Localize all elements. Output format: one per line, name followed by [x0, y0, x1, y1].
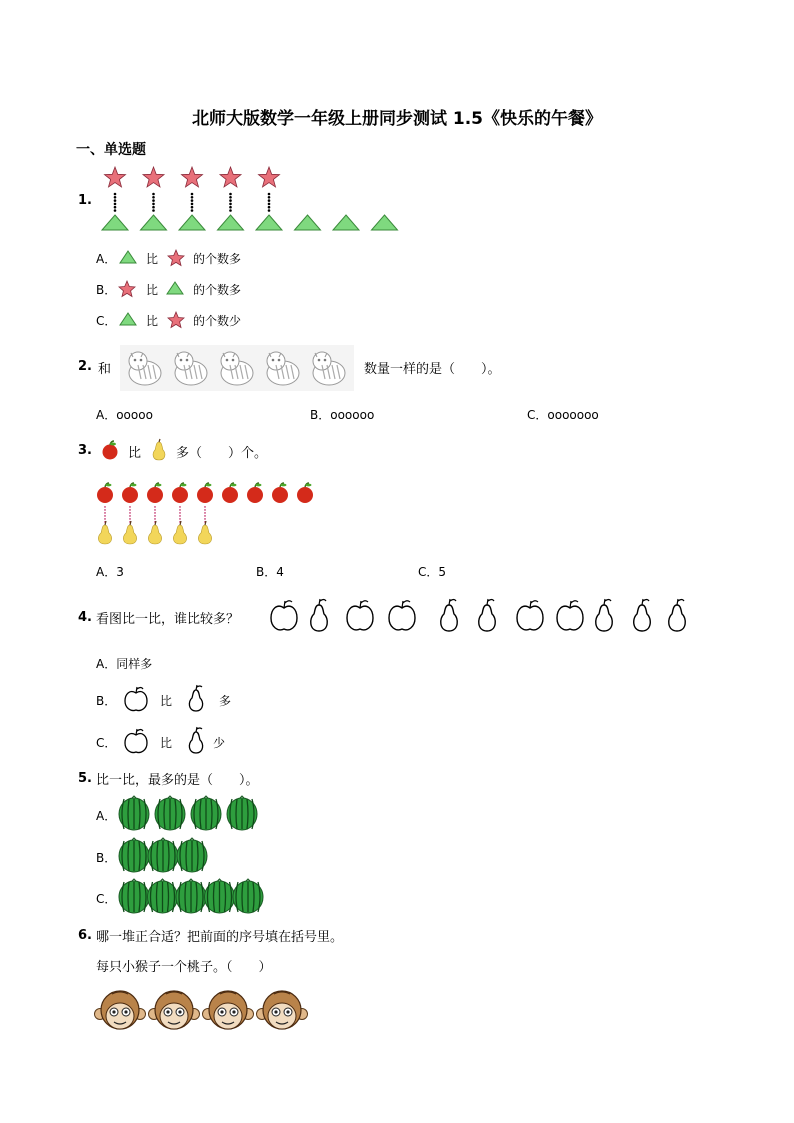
option-letter: A． — [96, 252, 117, 266]
star-icon — [143, 167, 164, 187]
q2-lead: 和 — [98, 362, 112, 377]
q5-question: 比一比，最多的是（ ）。 — [96, 773, 259, 788]
q4-figure — [266, 596, 696, 636]
star-icon — [259, 167, 280, 187]
q2-tail: 数量一样的是（ ）。 — [364, 362, 501, 377]
q2-number: 2. — [78, 359, 92, 374]
apple-outline-icon — [389, 601, 415, 630]
q6-question: 哪一堆正合适？把前面的序号填在括号里。 — [96, 930, 344, 945]
pear-icon — [198, 521, 211, 544]
pear-outline-icon — [669, 599, 686, 631]
q4-option-a[interactable]: A．同样多 — [96, 657, 153, 671]
q4-option-c[interactable] — [96, 734, 116, 751]
pear-icon — [123, 521, 136, 544]
star-icon — [118, 280, 136, 297]
option-tail: 的个数多 — [193, 283, 242, 297]
triangle-icon — [166, 280, 184, 296]
q2-option-c[interactable]: C．ooooooo — [527, 408, 599, 422]
q5-option-b[interactable]: B． — [96, 851, 117, 865]
dotted-link — [104, 506, 105, 523]
monkey-group — [94, 988, 314, 1034]
watermelon-icon — [176, 879, 206, 913]
watermelon-row-a — [118, 796, 268, 832]
q1-option-a[interactable] — [96, 250, 116, 267]
dotted-link — [191, 193, 194, 212]
tiger-group — [120, 345, 354, 391]
star-icon — [167, 311, 185, 328]
page-title: 北师大版数学一年级上册同步测试 1.5《快乐的午餐》 — [191, 109, 603, 129]
watermelon-icon — [233, 879, 263, 913]
pear-icon — [148, 521, 161, 544]
watermelon-icon — [205, 879, 235, 913]
monkey-icon — [148, 988, 200, 1032]
tiger-icon — [124, 347, 166, 389]
watermelon-icon — [155, 796, 185, 830]
triangle-icon — [141, 215, 167, 230]
q5-option-c[interactable]: C． — [96, 892, 117, 906]
tiger-icon — [262, 347, 304, 389]
pear-outline-icon — [479, 599, 496, 631]
dotted-link — [204, 506, 205, 523]
dotted-link — [154, 506, 155, 523]
pear-outline-icon — [441, 599, 458, 631]
apple-outline-icon — [122, 684, 150, 714]
monkey-icon — [202, 988, 254, 1032]
q3-number: 3. — [78, 443, 92, 458]
section-heading: 一、单选题 — [76, 142, 146, 158]
tiger-icon — [308, 347, 350, 389]
option-tail: 的个数多 — [193, 252, 242, 266]
q1-number: 1. — [78, 193, 92, 208]
triangle-icon — [295, 215, 321, 230]
q4-option-b[interactable] — [96, 692, 116, 709]
watermelon-icon — [119, 796, 149, 830]
option-tail: 多 — [219, 694, 232, 708]
apple-icon — [272, 483, 288, 503]
apple-icon — [247, 483, 263, 503]
star-icon — [105, 167, 126, 187]
q2-option-b[interactable]: B．oooooo — [310, 408, 375, 422]
option-word: 比 — [146, 283, 159, 297]
option-word: 比 — [160, 694, 173, 708]
monkey-icon — [256, 988, 308, 1032]
watermelon-icon — [177, 838, 207, 872]
pear-icon — [98, 521, 111, 544]
tiger-icon — [170, 347, 212, 389]
q5-option-a[interactable]: A． — [96, 809, 117, 823]
q1-option-c[interactable] — [96, 312, 116, 329]
star-icon — [220, 167, 241, 187]
triangle-icon — [179, 215, 205, 230]
triangle-icon — [119, 311, 137, 327]
q2-option-a[interactable]: A．ooooo — [96, 408, 153, 422]
tiger-icon — [216, 347, 258, 389]
option-letter: C． — [96, 314, 117, 328]
apple-icon — [147, 483, 163, 503]
watermelon-icon — [227, 796, 257, 830]
triangle-icon — [119, 249, 137, 265]
dotted-link — [114, 193, 117, 212]
triangle-icon — [218, 215, 244, 230]
dotted-link — [129, 506, 130, 523]
apple-outline-icon — [347, 601, 373, 630]
watermelon-icon — [191, 796, 221, 830]
apple-outline-icon — [271, 601, 297, 630]
triangle-icon — [333, 215, 359, 230]
dotted-link — [179, 506, 180, 523]
option-word: 比 — [160, 736, 173, 750]
watermelon-icon — [148, 879, 178, 913]
watermelon-icon — [148, 838, 178, 872]
pear-outline-icon — [185, 726, 207, 756]
triangle-icon — [372, 215, 398, 230]
q4-number: 4. — [78, 610, 92, 625]
option-tail: 的个数少 — [193, 314, 242, 328]
pear-outline-icon — [596, 599, 613, 631]
watermelon-icon — [119, 838, 149, 872]
option-letter: B． — [96, 694, 117, 708]
q6-number: 6. — [78, 928, 92, 943]
q5-number: 5. — [78, 771, 92, 786]
q1-option-b[interactable] — [96, 281, 116, 298]
apple-icon — [97, 483, 113, 503]
q3-figure — [94, 480, 334, 550]
q6-sub: 每只小猴子一个桃子。（ ） — [96, 960, 272, 975]
triangle-icon — [102, 215, 128, 230]
apple-outline-icon — [517, 601, 543, 630]
star-icon — [167, 249, 185, 266]
q4-question: 看图比一比，谁比较多？ — [96, 612, 240, 627]
apple-icon — [297, 483, 313, 503]
monkey-icon — [94, 988, 146, 1032]
pear-icon — [150, 438, 168, 462]
q3-option-a[interactable]: A．3 — [96, 565, 124, 579]
option-word: 比 — [146, 252, 159, 266]
q3-option-c[interactable]: C．5 — [418, 565, 447, 579]
q3-word2: 多（ ）个。 — [176, 446, 268, 461]
q3-option-b[interactable]: B．4 — [256, 565, 284, 579]
watermelon-row-b — [118, 838, 268, 874]
option-letter: C． — [96, 736, 117, 750]
pear-icon — [173, 521, 186, 544]
apple-icon — [122, 483, 138, 503]
dotted-link — [229, 193, 232, 212]
apple-icon — [100, 440, 120, 460]
star-icon — [182, 167, 203, 187]
pear-outline-icon — [634, 599, 651, 631]
pear-outline-icon — [311, 599, 328, 631]
apple-outline-icon — [122, 726, 150, 756]
q3-word1: 比 — [128, 446, 142, 461]
apple-icon — [222, 483, 238, 503]
option-word: 比 — [146, 314, 159, 328]
apple-icon — [197, 483, 213, 503]
pear-outline-icon — [185, 684, 207, 714]
dotted-link — [268, 193, 271, 212]
option-tail: 少 — [213, 736, 226, 750]
watermelon-row-c — [118, 879, 278, 915]
q1-figure — [100, 166, 410, 236]
apple-icon — [172, 483, 188, 503]
option-letter: B． — [96, 283, 117, 297]
watermelon-icon — [119, 879, 149, 913]
apple-outline-icon — [557, 601, 583, 630]
dotted-link — [152, 193, 155, 212]
triangle-icon — [256, 215, 282, 230]
